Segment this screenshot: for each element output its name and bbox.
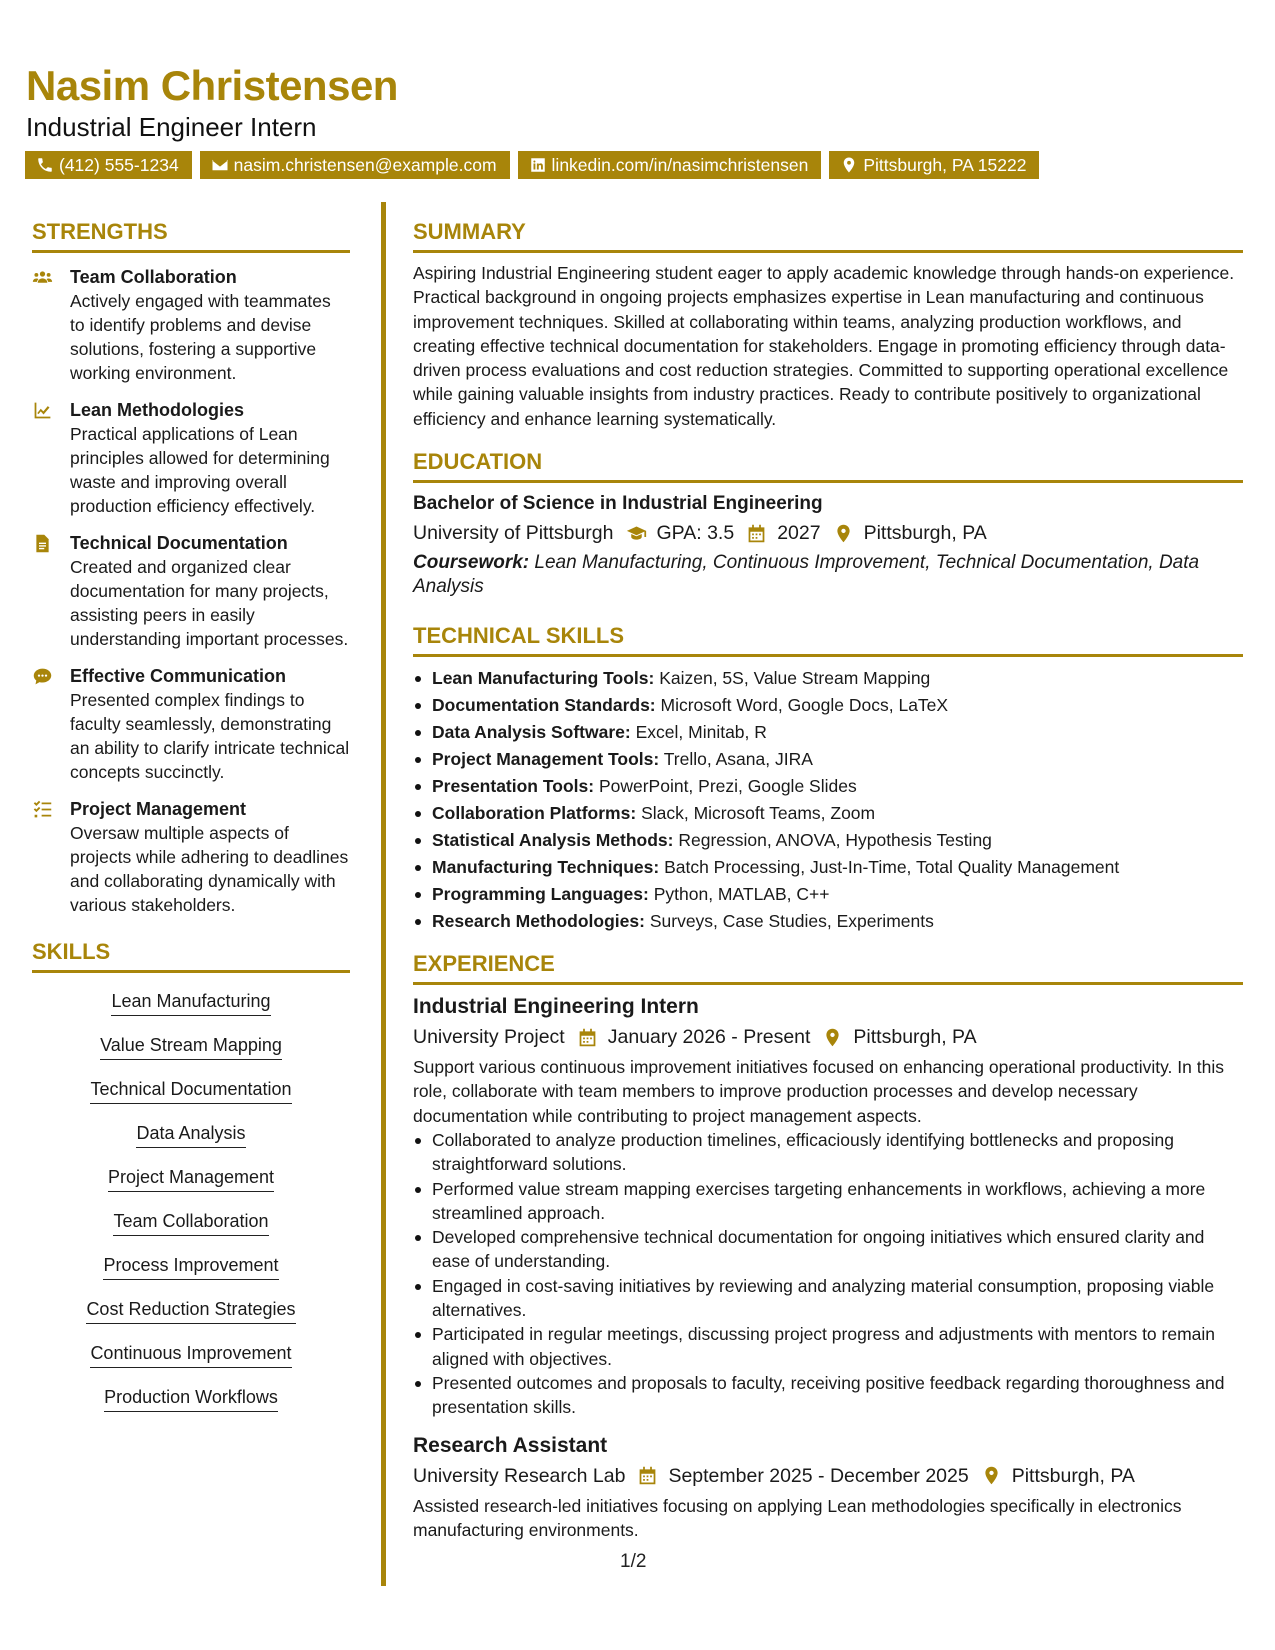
- contact-bar: [25, 151, 1039, 179]
- right-column: [413, 219, 1243, 1542]
- strength-desc: Oversaw multiple aspects of projects while adhering to deadlines and collaborating dynamically with various stakeholders.: [70, 823, 349, 915]
- skills-list: [32, 989, 350, 1429]
- list-item: Performed value stream mapping exercises targeting enhancements in workflows, achieving a more streamlined approach.: [413, 1177, 1243, 1226]
- list-item: Lean Manufacturing Tools: Kaizen, 5S, Value Stream Mapping: [413, 665, 1243, 692]
- contact-linkedin[interactable]: [518, 151, 822, 179]
- skill-tag: Value Stream Mapping: [100, 1033, 282, 1060]
- contact-email[interactable]: [200, 151, 510, 179]
- contact-linkedin-text: linkedin.com/in/nasimchristensen: [551, 155, 809, 175]
- strength-item: [32, 664, 350, 784]
- summary-heading: SUMMARY: [413, 219, 1243, 253]
- skills-heading: SKILLS: [32, 939, 350, 973]
- list-item: Statistical Analysis Methods: Regression, ANOVA, Hypothesis Testing: [413, 827, 1243, 854]
- strength-title: Project Management: [70, 799, 247, 819]
- list-item: Presentation Tools: PowerPoint, Prezi, Google Slides: [413, 773, 1243, 800]
- job-meta: [413, 1462, 1243, 1490]
- skill-tag: Technical Documentation: [90, 1077, 291, 1104]
- job-bullets: [413, 1128, 1243, 1420]
- list-item: Participated in regular meetings, discussing project progress and adjustments with mentors to remain aligned with objectives.: [413, 1322, 1243, 1371]
- education-location: Pittsburgh, PA: [863, 522, 987, 545]
- experience-entry: [413, 993, 1243, 1419]
- contact-email-text: nasim.christensen@example.com: [233, 155, 497, 175]
- skill-tag: Lean Manufacturing: [111, 989, 270, 1016]
- strength-item: [32, 531, 350, 651]
- strength-desc: Practical applications of Lean principles allowed for determining waste and improving overall production efficiency effectively.: [70, 424, 330, 516]
- experience-heading: EXPERIENCE: [413, 951, 1243, 985]
- strengths-heading: STRENGTHS: [32, 219, 350, 253]
- strength-desc: Presented complex findings to faculty seamlessly, demonstrating an ability to clarify intricate technical concepts succinctly.: [70, 690, 350, 782]
- technical-skills-heading: TECHNICAL SKILLS: [413, 623, 1243, 657]
- contact-location: [829, 151, 1039, 179]
- skill-tag: Production Workflows: [104, 1385, 278, 1412]
- contact-phone[interactable]: [25, 151, 192, 179]
- contact-location-text: Pittsburgh, PA 15222: [863, 155, 1027, 175]
- chart-line-icon: [32, 400, 53, 421]
- strength-title: Technical Documentation: [70, 533, 288, 553]
- skill-tag: Project Management: [108, 1165, 274, 1192]
- strength-desc: Created and organized clear documentation for many projects, assisting peers in easily understanding important processes.: [70, 557, 349, 649]
- job-location: Pittsburgh, PA: [853, 1026, 977, 1049]
- job-meta: [413, 1023, 1243, 1051]
- job-location: Pittsburgh, PA: [1011, 1464, 1135, 1487]
- job-summary: Assisted research-led initiatives focusing on applying Lean methodologies specifically in electronics manufacturing environments.: [413, 1495, 1182, 1540]
- column-divider: [381, 202, 386, 1586]
- phone-icon: [36, 156, 54, 174]
- summary-text: Aspiring Industrial Engineering student eager to apply academic knowledge through hands-on experience. Practical background in ongoing projects emphasizes expertise in Lean manufacturing and continuous improvement techniques. Skilled at collaborating within teams, analyzing production workflows, and creating effective technical documentation for stakeholders. Engage in promoting efficiency through data-driven process evaluations and cost reduction strategies. Committed to supporting operational excellence while gaining valuable insights from industry practices. Ready to contribute positively to organizational efficiency and enhance learning systematically.: [413, 263, 1235, 429]
- job-summary: Support various continuous improvement initiatives focused on enhancing operational productivity. In this role, collaborate with team members to improve production processes and develop necessary documentation while contributing to project management aspects.: [413, 1057, 1224, 1126]
- job-title-heading: Industrial Engineer Intern: [26, 112, 317, 142]
- skill-tag: Cost Reduction Strategies: [86, 1297, 295, 1324]
- map-pin-icon: [822, 1027, 843, 1048]
- list-item: Programming Languages: Python, MATLAB, C++: [413, 881, 1243, 908]
- strength-title: Team Collaboration: [70, 267, 237, 287]
- degree-title: Bachelor of Science in Industrial Engineering: [413, 493, 823, 515]
- skill-tag: Data Analysis: [136, 1121, 245, 1148]
- education-heading: EDUCATION: [413, 449, 1243, 483]
- list-item: Documentation Standards: Microsoft Word, Google Docs, LaTeX: [413, 692, 1243, 719]
- job-org: University Project: [413, 1026, 565, 1049]
- calendar-icon: [637, 1465, 658, 1486]
- coursework-label: Coursework:: [413, 552, 530, 574]
- list-item: Engaged in cost-saving initiatives by reviewing and analyzing material consumption, proposing viable alternatives.: [413, 1274, 1243, 1323]
- job-org: University Research Lab: [413, 1464, 626, 1487]
- strength-item: [32, 265, 350, 385]
- school-name: University of Pittsburgh: [413, 522, 614, 545]
- list-item: Collaborated to analyze production timelines, efficaciously identifying bottlenecks and proposing straightforward solutions.: [413, 1128, 1243, 1177]
- technical-skills-list: [413, 665, 1243, 935]
- strength-desc: Actively engaged with teammates to identify problems and devise solutions, fostering a supportive working environment.: [70, 291, 331, 383]
- map-pin-icon: [840, 156, 858, 174]
- coursework-list: Lean Manufacturing, Continuous Improvement, Technical Documentation, Data Analysis: [413, 552, 1200, 598]
- document-icon: [32, 533, 53, 554]
- calendar-icon: [577, 1027, 598, 1048]
- list-item: Presented outcomes and proposals to faculty, receiving positive feedback regarding thoroughness and presentation skills.: [413, 1371, 1243, 1420]
- job-dates: January 2026 - Present: [607, 1026, 811, 1049]
- coursework: [413, 551, 1243, 599]
- calendar-icon: [746, 523, 767, 544]
- linkedin-icon: [529, 156, 547, 174]
- job-title: Industrial Engineering Intern: [413, 995, 699, 1019]
- strength-title: Lean Methodologies: [70, 400, 245, 420]
- skill-tag: Process Improvement: [103, 1253, 278, 1280]
- envelope-icon: [211, 156, 229, 174]
- graduation-year: 2027: [777, 522, 821, 545]
- list-item: Developed comprehensive technical documentation for ongoing initiatives which ensured clarity and ease of understanding.: [413, 1225, 1243, 1274]
- graduation-cap-icon: [626, 523, 647, 544]
- experience-entry: [413, 1432, 1243, 1543]
- map-pin-icon: [981, 1465, 1002, 1486]
- page-number: 1/2: [620, 1551, 647, 1572]
- job-title: Research Assistant: [413, 1433, 608, 1457]
- skill-tag: Continuous Improvement: [90, 1341, 291, 1368]
- list-item: Manufacturing Techniques: Batch Processing, Just-In-Time, Total Quality Management: [413, 854, 1243, 881]
- chat-bubble-icon: [32, 666, 53, 687]
- contact-phone-text: (412) 555-1234: [59, 155, 179, 175]
- users-icon: [32, 267, 53, 288]
- map-pin-icon: [833, 523, 854, 544]
- list-item: Research Methodologies: Surveys, Case Studies, Experiments: [413, 908, 1243, 935]
- strength-item: [32, 398, 350, 518]
- list-item: Collaboration Platforms: Slack, Microsoft Teams, Zoom: [413, 800, 1243, 827]
- strength-title: Effective Communication: [70, 666, 287, 686]
- education-meta: [413, 519, 1243, 547]
- gpa: GPA: 3.5: [656, 522, 735, 545]
- job-dates: September 2025 - December 2025: [668, 1464, 969, 1487]
- list-item: Project Management Tools: Trello, Asana, JIRA: [413, 746, 1243, 773]
- list-item: Data Analysis Software: Excel, Minitab, R: [413, 719, 1243, 746]
- candidate-name: Nasim Christensen: [26, 62, 398, 109]
- checklist-icon: [32, 799, 53, 820]
- left-column: [32, 219, 350, 1429]
- strength-item: [32, 797, 350, 917]
- skill-tag: Team Collaboration: [113, 1209, 268, 1236]
